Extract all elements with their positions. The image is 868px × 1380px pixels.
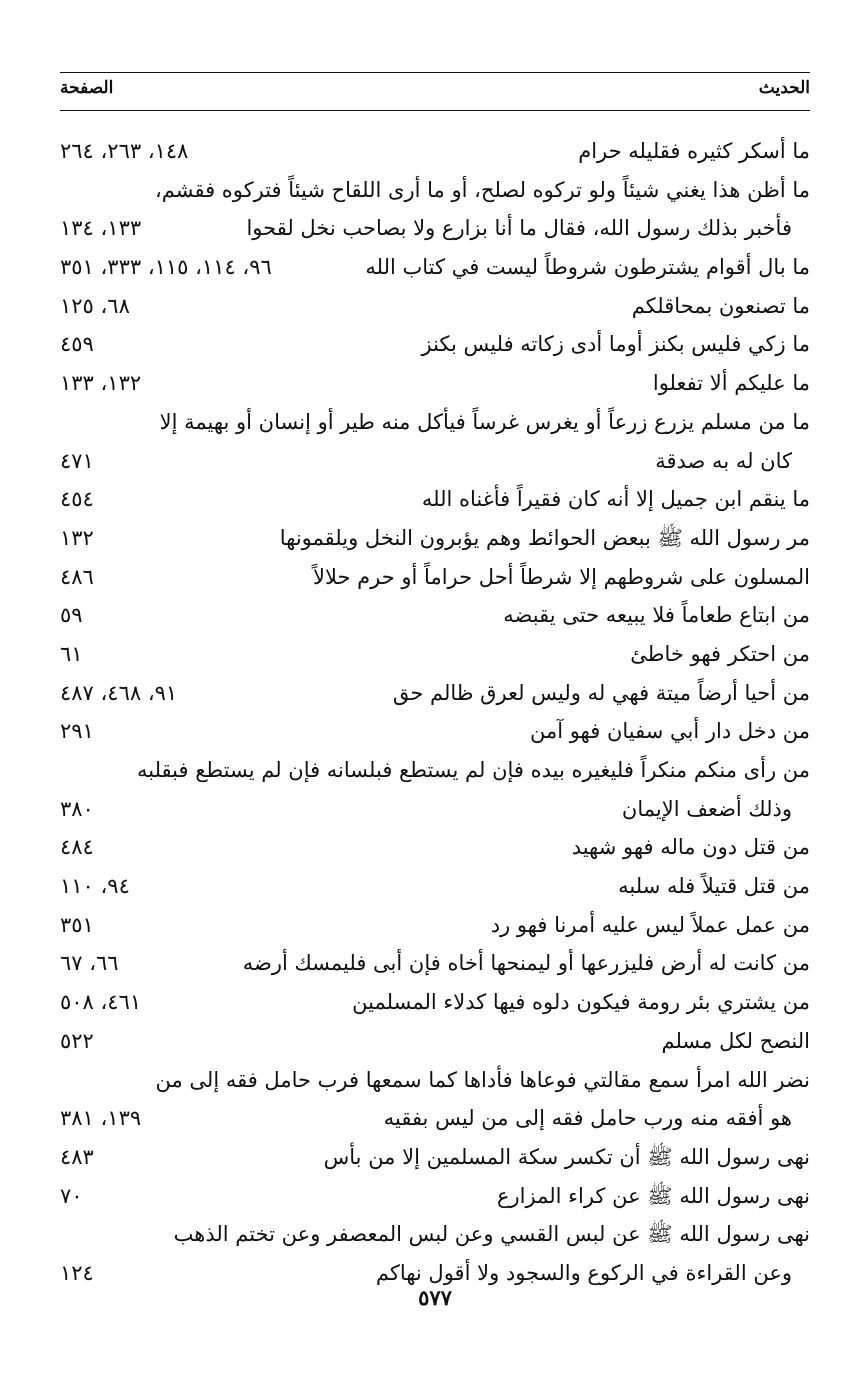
page-references: ٢٩١ bbox=[60, 719, 94, 744]
page-number: ٥٧٧ bbox=[418, 1285, 452, 1310]
entry-text-line bbox=[60, 674, 810, 713]
hadith-text: نهى رسول الله ﷺ عن لبس القسي وعن لبس المعصفر وعن تختم الذهب bbox=[173, 1222, 810, 1247]
entry-text-line bbox=[60, 519, 810, 558]
entry-text-line bbox=[60, 944, 810, 983]
entry-text-line bbox=[60, 1215, 810, 1254]
index-entry bbox=[60, 287, 810, 326]
page-column-label: الصفحة bbox=[60, 78, 114, 98]
column-header bbox=[60, 76, 810, 102]
hadith-text: ما عليكم ألا تفعلوا bbox=[652, 371, 810, 396]
hadith-text: نهى رسول الله ﷺ أن تكسر سكة المسلمين إلا من بأس bbox=[323, 1144, 810, 1169]
hadith-text: ما تصنعون بمحاقلكم bbox=[631, 293, 810, 318]
hadith-text: من احتكر فهو خاطئ bbox=[630, 641, 810, 666]
index-entry bbox=[60, 635, 810, 674]
index-entry bbox=[60, 248, 810, 287]
entry-text-line bbox=[60, 1022, 810, 1061]
index-entry bbox=[60, 983, 810, 1022]
entry-text-line bbox=[60, 635, 810, 674]
hadith-text: ما أظن هذا يغني شيئاً ولو تركوه لصلح، أو ما أرى اللقاح شيئاً فتركوه فقشم، bbox=[154, 177, 810, 202]
page-references: ٩٤، ١١٠ bbox=[60, 874, 130, 899]
page-references: ٦١ bbox=[60, 641, 83, 666]
entry-continuation-line bbox=[60, 442, 810, 481]
index-entry bbox=[60, 828, 810, 867]
entry-text-line bbox=[60, 171, 810, 210]
entry-text-line bbox=[60, 558, 810, 597]
entry-text-line bbox=[60, 287, 810, 326]
hadith-text: ما بال أقوام يشترطون شروطاً ليست في كتاب الله bbox=[365, 255, 810, 280]
index-entry bbox=[60, 867, 810, 906]
hadith-text: ما أسكر كثيره فقليله حرام bbox=[578, 139, 810, 163]
entry-text-line bbox=[60, 1061, 810, 1100]
hadith-text: وعن القراءة في الركوع والسجود ولا أقول نهاكم bbox=[375, 1260, 792, 1285]
entry-text-line bbox=[60, 983, 810, 1022]
hadith-text: من دخل دار أبي سفيان فهو آمن bbox=[529, 719, 810, 744]
entry-text-line bbox=[60, 828, 810, 867]
index-entry bbox=[60, 1061, 810, 1138]
hadith-text: من قتل دون ماله فهو شهيد bbox=[571, 835, 810, 860]
index-entry bbox=[60, 944, 810, 983]
entry-text-line bbox=[60, 480, 810, 519]
page-references: ١٣٢، ١٣٣ bbox=[60, 371, 142, 396]
entry-text-line bbox=[60, 132, 810, 171]
hadith-text: ما ينقم ابن جميل إلا أنه كان فقيراً فأغناه الله bbox=[421, 487, 810, 512]
page-references: ٦٦، ٦٧ bbox=[60, 951, 119, 976]
hadith-text: نهى رسول الله ﷺ عن كراء المزارع bbox=[496, 1183, 810, 1208]
hadith-text: ما من مسلم يزرع زرعاً أو يغرس غرساً فيأكل منه طير أو إنسان أو بهيمة إلا bbox=[159, 409, 810, 434]
hadith-text: من ابتاع طعاماً فلا يبيعه حتى يقبضه bbox=[503, 603, 810, 628]
page-references: ٤٨٦ bbox=[60, 564, 94, 589]
page-references: ٧٠ bbox=[60, 1183, 83, 1208]
index-entry bbox=[60, 596, 810, 635]
index-entry bbox=[60, 403, 810, 480]
index-entry bbox=[60, 558, 810, 597]
index-entry bbox=[60, 325, 810, 364]
page-references: ٤٦١، ٥٠٨ bbox=[60, 990, 142, 1015]
hadith-text: المسلون على شروطهم إلا شرطاً أحل حراماً أو حرم حلالاً bbox=[313, 564, 810, 589]
page-references: ٩١، ٤٦٨، ٤٨٧ bbox=[60, 680, 178, 705]
entry-text-line bbox=[60, 364, 810, 403]
page-references: ٣٨٠ bbox=[60, 796, 94, 821]
index-page bbox=[60, 66, 810, 1356]
page-references: ١٤٨، ٢٦٣، ٢٦٤ bbox=[60, 139, 189, 163]
entry-text-line bbox=[60, 867, 810, 906]
page-references: ٤٥٤ bbox=[60, 487, 94, 512]
hadith-text: وذلك أضعف الإيمان bbox=[621, 796, 792, 821]
header-rule bbox=[60, 110, 810, 111]
index-entry bbox=[60, 1138, 810, 1177]
hadith-text: من قتل قتيلاً فله سلبه bbox=[618, 874, 810, 899]
page-references: ٦٨، ١٢٥ bbox=[60, 293, 130, 318]
page-references: ٤٥٩ bbox=[60, 332, 94, 357]
entry-text-line bbox=[60, 1177, 810, 1216]
hadith-text: من كانت له أرض فليزرعها أو ليمنحها أخاه فإن أبى فليمسك أرضه bbox=[242, 951, 810, 976]
page-references: ٣٥١ bbox=[60, 912, 94, 937]
hadith-text: ما زكي فليس بكنز أوما أدى زكاته فليس بكنز bbox=[421, 332, 810, 357]
page-references: ١٣٣، ١٣٤ bbox=[60, 216, 142, 241]
hadith-text: فأخبر بذلك رسول الله، فقال ما أنا بزارع ولا بصاحب نخل لقحوا bbox=[246, 216, 792, 241]
entry-continuation-line bbox=[60, 209, 810, 248]
entry-continuation-line bbox=[60, 1099, 810, 1138]
entry-text-line bbox=[60, 248, 810, 287]
hadith-text: النصح لكل مسلم bbox=[661, 1028, 810, 1053]
entry-text-line bbox=[60, 596, 810, 635]
hadith-text: مر رسول الله ﷺ ببعض الحوائط وهم يؤبرون النخل ويلقمونها bbox=[279, 525, 810, 550]
page-references: ١٣٩، ٣٨١ bbox=[60, 1106, 142, 1131]
entry-text-line bbox=[60, 403, 810, 442]
page-references: ٥٩ bbox=[60, 603, 83, 628]
index-entry bbox=[60, 1022, 810, 1061]
hadith-column-label: الحديث bbox=[758, 78, 810, 98]
entry-text-line bbox=[60, 906, 810, 945]
page-references: ١٣٢ bbox=[60, 525, 94, 550]
entry-text-line bbox=[60, 1138, 810, 1177]
index-entry bbox=[60, 480, 810, 519]
hadith-text: هو أفقه منه ورب حامل فقه إلى من ليس بفقيه bbox=[383, 1106, 792, 1131]
index-entry bbox=[60, 674, 810, 713]
hadith-text: من عمل عملاً ليس عليه أمرنا فهو رد bbox=[490, 912, 810, 937]
index-entry bbox=[60, 712, 810, 751]
entry-text-line bbox=[60, 751, 810, 790]
entry-continuation-line bbox=[60, 790, 810, 829]
page-references: ٤٨٤ bbox=[60, 835, 94, 860]
entry-text-line bbox=[60, 325, 810, 364]
page-references: ٩٦، ١١٤، ١١٥، ٣٣٣، ٣٥١ bbox=[60, 255, 272, 280]
index-entry bbox=[60, 751, 810, 828]
page-references: ٤٨٣ bbox=[60, 1144, 94, 1169]
hadith-text: نضر الله امرأ سمع مقالتي فوعاها فأداها كما سمعها فرب حامل فقه إلى من bbox=[155, 1067, 810, 1092]
index-entry bbox=[60, 1177, 810, 1216]
entry-text-line bbox=[60, 712, 810, 751]
hadith-text: من أحيا أرضاً ميتة فهي له وليس لعرق ظالم حق bbox=[392, 680, 810, 705]
index-entry bbox=[60, 364, 810, 403]
top-rule bbox=[60, 72, 810, 73]
hadith-text: من رأى منكم منكراً فليغيره بيده فإن لم يستطع فبلسانه فإن لم يستطع فبقلبه bbox=[137, 758, 810, 782]
index-entry bbox=[60, 1215, 810, 1292]
page-references: ١٢٤ bbox=[60, 1260, 94, 1285]
index-entry bbox=[60, 906, 810, 945]
hadith-text: كان له به صدقة bbox=[655, 448, 792, 473]
index-entry bbox=[60, 171, 810, 248]
hadith-text: من يشتري بئر رومة فيكون دلوه فيها كدلاء المسلمين bbox=[352, 990, 810, 1015]
index-entry bbox=[60, 519, 810, 558]
page-references: ٥٢٢ bbox=[60, 1028, 94, 1053]
hadith-index-list bbox=[60, 132, 810, 1293]
index-entry bbox=[60, 132, 810, 171]
page-references: ٤٧١ bbox=[60, 448, 94, 473]
